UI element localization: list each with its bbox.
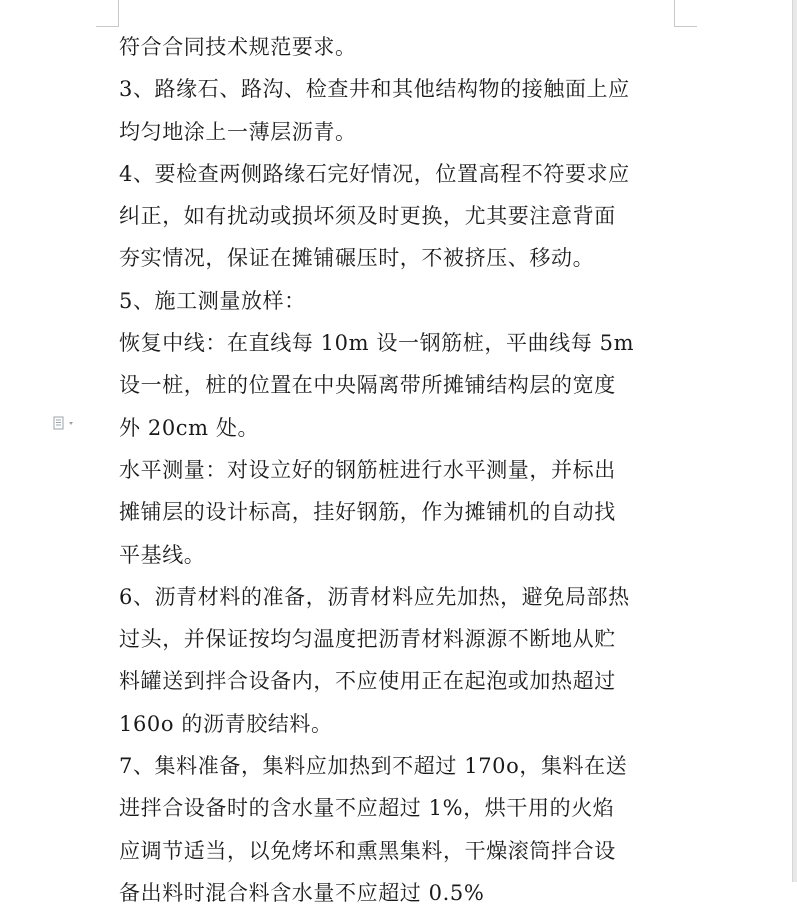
text-line: 设一桩，桩的位置在中央隔离带所摊铺结构层的宽度 [119,373,616,398]
text-line: 3、路缘石、路沟、检查井和其他结构物的接触面上应 [119,77,630,102]
text-line: 平基线。 [119,542,206,567]
text-line: 夯实情况，保证在摊铺碾压时，不被挤压、移动。 [119,246,595,271]
text-line: 进拌合设备时的含水量不应超过 1%，烘干用的火焰 [119,796,615,821]
top-left-crop-mark [96,0,119,27]
text-line: 料罐送到拌合设备内，不应使用正在起泡或加热超过 [119,669,616,694]
text-line: 外 20cm 处。 [119,415,260,440]
text-line: 符合合同技术规范要求。 [119,35,357,59]
text-line: 6、沥青材料的准备，沥青材料应先加热，避免局部热 [119,584,630,609]
text-line: 摊铺层的设计标高，挂好钢筋，作为摊铺机的自动找 [119,500,616,525]
text-line: 5、施工测量放样： [119,288,306,313]
text-line: 纠正，如有扰动或损坏须及时更换，尤其要注意背面 [119,204,616,229]
document-body [119,26,675,914]
page-right-border [792,0,797,882]
text-line: 水平测量：对设立好的钢筋桩进行水平测量，并标出 [119,457,616,482]
text-line: 4、要检查两侧路缘石完好情况，位置高程不符要求应 [119,161,630,186]
text-line: 恢复中线：在直线每 10m 设一钢筋桩，平曲线每 5m [119,331,635,356]
top-right-crop-mark [674,0,697,27]
text-line: 应调节适当，以免烤坏和熏黑集料，干燥滚筒拌合设 [119,838,616,863]
text-line: 备出料时混合料含水量不应超过 0.5% [119,880,485,905]
paragraph-format-icon[interactable] [53,416,81,430]
text-line: 7、集料准备，集料应加热到不超过 170o，集料在送 [119,754,628,779]
text-line: 160o 的沥青胶结料。 [119,711,333,736]
text-line: 过头，并保证按均匀温度把沥青材料源源不断地从贮 [119,627,616,652]
text-line: 均匀地涂上一薄层沥青。 [119,119,357,144]
